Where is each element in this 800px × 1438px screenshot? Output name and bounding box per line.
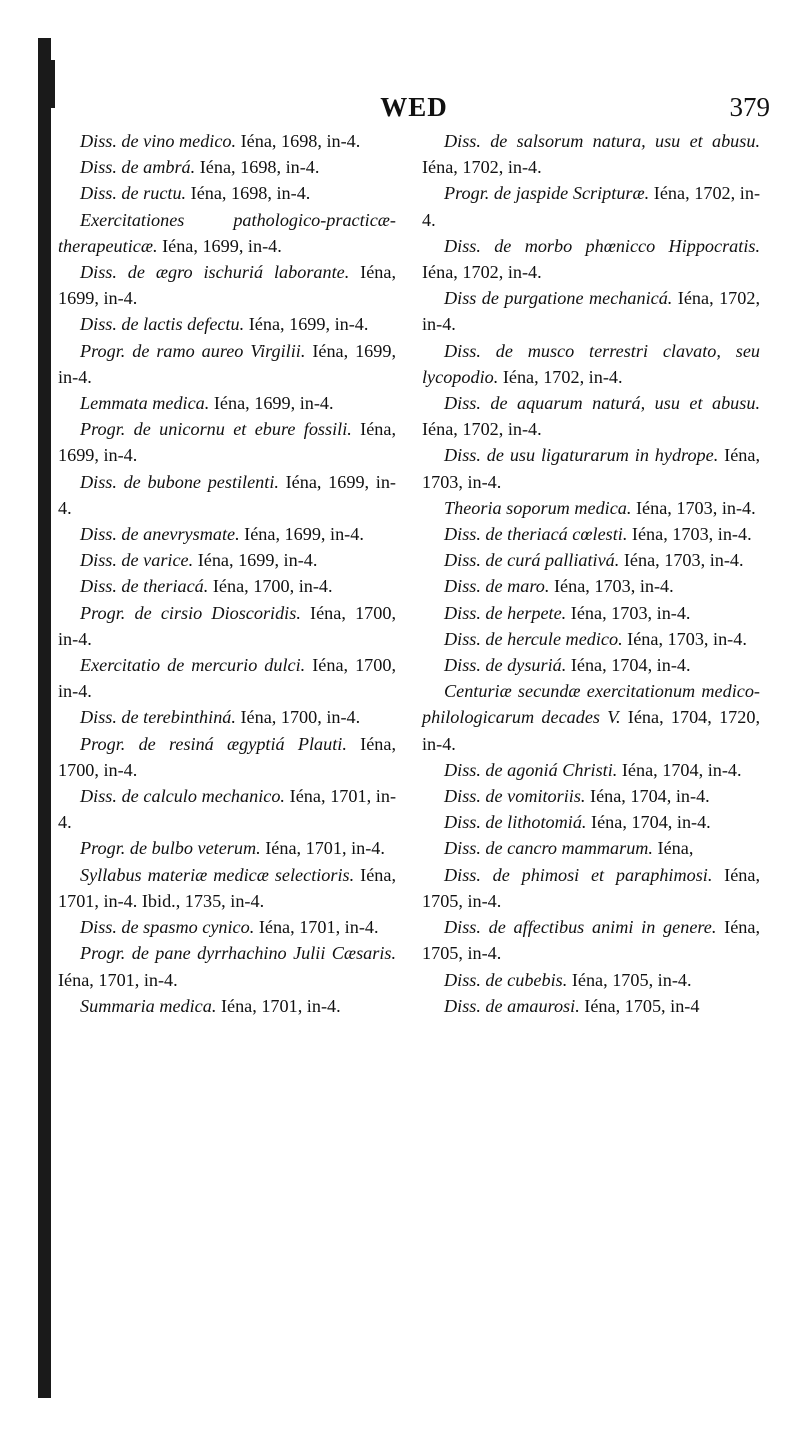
bibliography-entry bbox=[58, 835, 396, 861]
bibliography-entry bbox=[422, 285, 760, 337]
entry-imprint: Iéna, 1700, in-4. bbox=[58, 655, 396, 702]
entry-imprint: Iéna, 1705, in-4. bbox=[422, 917, 761, 964]
entry-title: Theoria soporum medica. bbox=[444, 497, 632, 518]
bibliography-entry bbox=[422, 338, 760, 390]
entry-imprint: Iéna, 1704, in-4. bbox=[585, 786, 710, 807]
entry-imprint: Iéna, 1698, in-4. bbox=[186, 183, 311, 204]
entry-title: Diss. de theriacá cœlesti. bbox=[444, 524, 628, 545]
entry-imprint: Iéna, 1702, in-4. bbox=[422, 419, 542, 440]
entry-title: Diss. de herpete. bbox=[444, 602, 567, 623]
bibliography-entry bbox=[58, 207, 396, 259]
entry-title: Centuriæ secundæ exercitationum medico-philologicarum decades V. bbox=[422, 681, 760, 728]
bibliography-entry bbox=[422, 547, 760, 573]
left-column bbox=[58, 128, 396, 1019]
bibliography-entry bbox=[58, 180, 396, 206]
bibliography-entry bbox=[422, 521, 760, 547]
entry-imprint: Iéna, 1701, in-4. bbox=[58, 969, 178, 990]
entry-imprint: Iéna, 1702, in-4. bbox=[422, 183, 760, 230]
entry-imprint: Iéna, 1699, in-4. bbox=[58, 419, 397, 466]
entry-imprint: Iéna, 1703, in-4. bbox=[627, 524, 752, 545]
entry-title: Diss. de lithotomiá. bbox=[444, 812, 587, 833]
entry-title: Diss. de lactis defectu. bbox=[80, 314, 245, 335]
entry-title: Lemmata medica. bbox=[80, 393, 210, 414]
entry-imprint: Iéna, 1699, in-4. bbox=[58, 262, 397, 309]
entry-imprint: Iéna, 1702, in-4. bbox=[422, 157, 542, 178]
entry-title: Diss. de ambrá. bbox=[80, 157, 196, 178]
bibliography-entry bbox=[422, 390, 760, 442]
entry-title: Progr. de bulbo veterum. bbox=[80, 838, 261, 859]
entry-imprint: Iéna, 1700, in-4. bbox=[58, 733, 396, 780]
bibliography-entry bbox=[422, 809, 760, 835]
bibliography-entry bbox=[58, 338, 396, 390]
entry-imprint: Iéna, 1699, in-4. bbox=[58, 340, 396, 387]
bibliography-entry bbox=[422, 914, 760, 966]
entry-imprint: Iéna, 1703, in-4. bbox=[622, 628, 747, 649]
entry-imprint: Iéna, 1698, in-4. bbox=[195, 157, 320, 178]
entry-imprint: Iéna, 1703, in-4. bbox=[619, 550, 744, 571]
entry-title: Diss. de salsorum natura, usu et abusu. bbox=[444, 131, 760, 151]
entry-title: Diss. de agoniá Christi. bbox=[444, 759, 618, 780]
entry-imprint: Iéna, 1702, in-4. bbox=[422, 288, 761, 335]
entry-title: Diss. de musco terrestri clavato, seu lycopodio. bbox=[422, 340, 760, 387]
entry-title: Diss. de usu ligaturarum in hydrope. bbox=[444, 445, 719, 466]
entry-imprint: Iéna, 1703, in-4. bbox=[549, 576, 674, 597]
entry-imprint: Iéna, 1701, in-4. bbox=[260, 838, 385, 859]
bibliography-entry bbox=[58, 862, 396, 914]
bibliography-entry bbox=[58, 154, 396, 180]
entry-imprint: Iéna, 1705, in-4. bbox=[422, 864, 760, 911]
entry-title: Exercitationes pathologico-practicæ-therapeuticæ. bbox=[58, 209, 396, 256]
entry-title: Progr. de unicornu et ebure fossili. bbox=[80, 419, 352, 440]
bibliography-entry bbox=[422, 993, 760, 1019]
entry-title: Diss. de maro. bbox=[444, 576, 550, 597]
bibliography-entry bbox=[58, 390, 396, 416]
entry-title: Diss. de hercule medico. bbox=[444, 628, 623, 649]
entry-imprint: Iéna, 1705, in-4 bbox=[579, 995, 700, 1016]
entry-title: Diss. de curá palliativá. bbox=[444, 550, 620, 571]
entry-title: Diss. de affectibus animi in genere. bbox=[444, 917, 717, 938]
entry-imprint: Iéna, 1699, in-4. bbox=[209, 393, 334, 414]
entry-imprint: Iéna, 1704, in-4. bbox=[617, 759, 742, 780]
entry-title: Diss. de calculo mechanico. bbox=[80, 786, 285, 807]
right-column bbox=[422, 128, 760, 1019]
bibliography-entry bbox=[58, 311, 396, 337]
entry-title: Diss. de cubebis. bbox=[444, 969, 568, 990]
bibliography-entry bbox=[422, 180, 760, 232]
entry-imprint: Iéna, 1704, 1720, in-4. bbox=[422, 707, 760, 754]
entry-title: Diss. de ægro ischuriá laborante. bbox=[80, 262, 350, 283]
entry-title: Diss de purgatione mechanicá. bbox=[444, 288, 673, 309]
entry-title: Progr. de cirsio Dioscoridis. bbox=[80, 602, 301, 623]
bibliography-entry bbox=[422, 835, 760, 861]
entry-imprint: Iéna, 1703, in-4. bbox=[631, 497, 756, 518]
bibliography-entry bbox=[58, 128, 396, 154]
entry-imprint: Iéna, 1703, in-4. bbox=[566, 602, 691, 623]
entry-imprint: Iéna, 1700, in-4. bbox=[208, 576, 333, 597]
spine-notch bbox=[51, 60, 55, 108]
bibliography-entry bbox=[58, 783, 396, 835]
entry-imprint: Iéna, 1704, in-4. bbox=[586, 812, 711, 833]
bibliography-entry bbox=[422, 600, 760, 626]
entry-imprint: Iéna, 1699, in-4. bbox=[239, 524, 364, 545]
entry-imprint: Iéna, 1698, in-4. bbox=[236, 131, 361, 151]
entry-imprint: Iéna, 1699, in-4. bbox=[244, 314, 369, 335]
entry-title: Syllabus materiæ medicæ selectioris. bbox=[80, 864, 355, 885]
entry-imprint: Iéna, 1701, in-4. bbox=[216, 995, 341, 1016]
entry-title: Diss. de vino medico. bbox=[80, 131, 237, 151]
entry-title: Diss. de phimosi et paraphimosi. bbox=[444, 864, 713, 885]
entry-title: Diss. de dysuriá. bbox=[444, 655, 567, 676]
bibliography-entry bbox=[58, 993, 396, 1019]
page-number: 379 bbox=[729, 92, 770, 122]
entry-imprint: Iéna, 1703, in-4. bbox=[422, 445, 761, 492]
bibliography-entry bbox=[422, 652, 760, 678]
entry-title: Diss. de theriacá. bbox=[80, 576, 209, 597]
entry-imprint: Iéna, 1702, in-4. bbox=[498, 366, 623, 387]
entry-title: Diss. de amaurosi. bbox=[444, 995, 580, 1016]
bibliography-entry bbox=[58, 940, 396, 992]
entry-imprint: Iéna, bbox=[652, 838, 694, 859]
bibliography-entry bbox=[422, 678, 760, 757]
entry-title: Progr. de ramo aureo Virgilii. bbox=[80, 340, 306, 361]
entry-title: Summaria medica. bbox=[80, 995, 217, 1016]
entry-imprint: Iéna, 1702, in-4. bbox=[422, 262, 542, 283]
bibliography-entry bbox=[58, 547, 396, 573]
bibliography-entry bbox=[58, 521, 396, 547]
entry-title: Progr. de pane dyrrhachino Julii Cæsaris. bbox=[80, 943, 396, 964]
entry-title: Diss. de ructu. bbox=[80, 183, 187, 204]
bibliography-entry bbox=[422, 862, 760, 914]
bibliography-entry bbox=[58, 469, 396, 521]
bibliography-entry bbox=[422, 967, 760, 993]
entry-title: Diss. de terebinthiná. bbox=[80, 707, 236, 728]
bibliography-entry bbox=[422, 626, 760, 652]
entry-title: Diss. de vomitoriis. bbox=[444, 786, 586, 807]
entry-imprint: Iéna, 1700, in-4. bbox=[58, 602, 396, 649]
entry-imprint: Iéna, 1701, in-4. Ibid., 1735, in-4. bbox=[58, 864, 397, 911]
entry-title: Progr. de jaspide Scripturæ. bbox=[444, 183, 650, 204]
bibliography-entry bbox=[58, 731, 396, 783]
entry-title: Diss. de morbo phœnicco Hippocratis. bbox=[444, 235, 760, 256]
bibliography-entry bbox=[58, 259, 396, 311]
bibliography-entry bbox=[422, 783, 760, 809]
bibliography-entry bbox=[422, 128, 760, 180]
bibliography-entry bbox=[422, 573, 760, 599]
entry-imprint: Iéna, 1700, in-4. bbox=[235, 707, 361, 728]
bibliography-entry bbox=[58, 914, 396, 940]
entry-title: Exercitatio de mercurio dulci. bbox=[80, 655, 306, 676]
entry-imprint: Iéna, 1704, in-4. bbox=[566, 655, 691, 676]
entry-title: Diss. de cancro mammarum. bbox=[444, 838, 653, 859]
entry-title: Diss. de varice. bbox=[80, 550, 194, 571]
bibliography-entry bbox=[58, 416, 396, 468]
entry-imprint: Iéna, 1699, in-4. bbox=[157, 235, 282, 256]
bibliography-entry bbox=[58, 573, 396, 599]
running-head bbox=[58, 92, 770, 128]
entry-title: Diss. de spasmo cynico. bbox=[80, 917, 255, 938]
entry-imprint: Iéna, 1705, in-4. bbox=[567, 969, 692, 990]
entry-imprint: Iéna, 1701, in-4. bbox=[254, 917, 379, 938]
page-spine-edge bbox=[38, 38, 51, 1398]
bibliography-entry bbox=[422, 442, 760, 494]
entry-imprint: Iéna, 1699, in-4. bbox=[58, 471, 396, 518]
entry-title: Diss. de anevrysmate. bbox=[80, 524, 240, 545]
entry-title: Diss. de aquarum naturá, usu et abusu. bbox=[444, 393, 760, 414]
entry-imprint: Iéna, 1701, in-4. bbox=[58, 786, 397, 833]
bibliography-entry bbox=[58, 704, 396, 730]
bibliography-entry bbox=[58, 652, 396, 704]
entry-title: Progr. de resiná ægyptiá Plauti. bbox=[80, 733, 347, 754]
bibliography-entry bbox=[422, 757, 760, 783]
entry-title: Diss. de bubone pestilenti. bbox=[80, 471, 279, 492]
entry-imprint: Iéna, 1699, in-4. bbox=[193, 550, 318, 571]
page-title: WED bbox=[380, 92, 448, 122]
bibliography-entry bbox=[58, 600, 396, 652]
bibliography-entry bbox=[422, 233, 760, 285]
bibliography-entry bbox=[422, 495, 760, 521]
